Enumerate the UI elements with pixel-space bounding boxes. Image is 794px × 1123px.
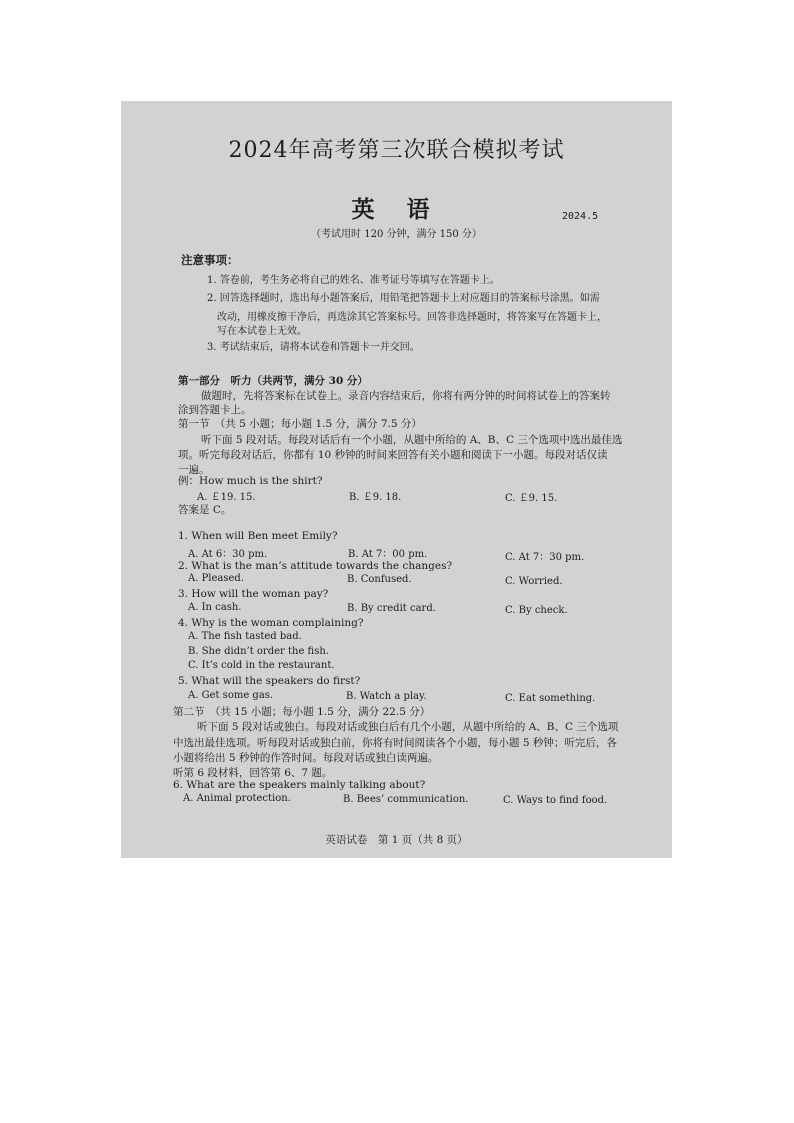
section2-heading: 第二节 （共 15 小题；每小题 1.5 分，满分 22.5 分）: [173, 706, 431, 718]
section1-intro-1: 听下面 5 段对话。每段对话后有一个小题，从题中所给的 A、B、C 三个选项中选出最佳选: [201, 434, 623, 446]
page-footer: 英语试卷 第 1 页（共 8 页）: [325, 834, 468, 846]
question-4: 4. Why is the woman complaining?: [178, 617, 364, 629]
example-option-a: A. ￡19. 15.: [197, 492, 256, 503]
q6-option-b: B. Bees’ communication.: [343, 794, 469, 805]
exam-duration: （考试用时 120 分钟，满分 150 分）: [311, 229, 482, 240]
notice-title: 注意事项：: [181, 253, 239, 267]
question-6: 6. What are the speakers mainly talking about?: [173, 779, 426, 791]
q1-option-b: B. At 7：00 pm.: [348, 549, 428, 560]
question-2: 2. What is the man’s attitude towards the changes?: [178, 560, 453, 572]
section1-intro-2: 项。听完每段对话后，你都有 10 秒钟的时间来回答有关小题和阅读下一小题。每段对话仅读: [178, 449, 608, 461]
exam-page: [121, 101, 672, 858]
q3-option-c: C. By check.: [505, 605, 568, 616]
section1-intro-3: 一遍。: [178, 464, 210, 476]
section2-intro-2: 中选出最佳选项。听每段对话或独白前，你将有时间阅读各个小题，每小题 5 秒钟；听完后，各: [173, 737, 617, 749]
q2-option-c: C. Worried.: [505, 576, 563, 587]
section2-intro-3: 小题将给出 5 秒钟的作答时间。每段对话或独白读两遍。: [173, 752, 439, 764]
part1-intro-1: 做题时，先将答案标在试卷上。录音内容结束后，你将有两分钟的时间将试卷上的答案转: [201, 390, 611, 402]
q6-option-c: C. Ways to find food.: [503, 795, 608, 806]
q5-option-b: B. Watch a play.: [346, 691, 427, 702]
question-5: 5. What will the speakers do first?: [178, 675, 361, 687]
example-option-c: C. ￡9. 15.: [505, 493, 558, 504]
section2-material: 听第 6 段材料，回答第 6、7 题。: [173, 767, 333, 779]
part1-intro-2: 涂到答题卡上。: [178, 404, 252, 416]
subject-title: 英 语: [351, 196, 442, 223]
q1-option-a: A. At 6：30 pm.: [188, 549, 268, 560]
example-option-b: B. ￡9. 18.: [349, 492, 402, 503]
q5-option-c: C. Eat something.: [505, 693, 596, 704]
notice-item-2-cont: 改动，用橡皮擦干净后，再选涂其它答案标号。回答非选择题时，将答案写在答题卡上，: [217, 312, 607, 323]
q3-option-a: A. In cash.: [188, 602, 242, 613]
notice-item-3: 3. 考试结束后，请将本试卷和答题卡一并交回。: [207, 342, 420, 353]
q2-option-a: A. Pleased.: [188, 573, 245, 584]
notice-item-2-cont2: 写在本试卷上无效。: [217, 326, 307, 337]
q4-option-c: C. It’s cold in the restaurant.: [188, 660, 335, 671]
question-3: 3. How will the woman pay?: [178, 588, 329, 600]
q5-option-a: A. Get some gas.: [188, 690, 274, 701]
exam-title: 2024年高考第三次联合模拟考试: [228, 138, 565, 163]
example-answer: 答案是 C。: [178, 504, 232, 516]
q3-option-b: B. By credit card.: [347, 603, 436, 614]
question-1: 1. When will Ben meet Emily?: [178, 530, 338, 542]
notice-item-2: 2. 回答选择题时，选出每小题答案后，用铅笔把答题卡上对应题目的答案标号涂黑。如需: [207, 293, 600, 304]
q6-option-a: A. Animal protection.: [183, 793, 291, 804]
section1-heading: 第一节 （共 5 小题；每小题 1.5 分，满分 7.5 分）: [178, 418, 422, 430]
q1-option-c: C. At 7：30 pm.: [505, 552, 585, 563]
part1-heading: 第一部分 听力（共两节，满分 30 分）: [178, 375, 368, 387]
q2-option-b: B. Confused.: [347, 574, 412, 585]
exam-date: 2024.5: [562, 211, 599, 222]
q4-option-b: B. She didn’t order the fish.: [188, 646, 329, 657]
section2-intro-1: 听下面 5 段对话或独白。每段对话或独白后有几个小题，从题中所给的 A、B、C 三个选项: [197, 721, 619, 733]
notice-item-1: 1. 答卷前，考生务必将自己的姓名、准考证号等填写在答题卡上。: [207, 275, 500, 286]
example-question: 例：How much is the shirt?: [178, 475, 323, 487]
q4-option-a: A. The fish tasted bad.: [188, 631, 302, 642]
